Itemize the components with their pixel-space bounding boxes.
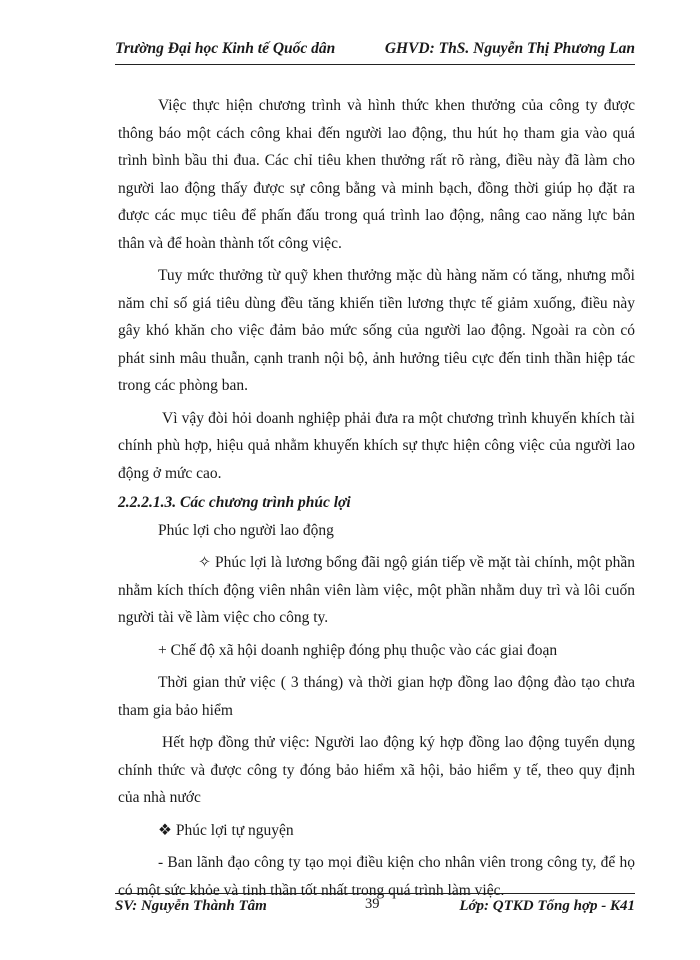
paragraph-social-insurance: + Chế độ xã hội doanh nghiệp đóng phụ thuộc vào các giai đoạn — [158, 641, 558, 659]
footer-class: Lớp: QTKD Tổng hợp - K41 — [459, 898, 635, 914]
header-school: Trường Đại học Kinh tế Quốc dân — [115, 40, 336, 57]
section-heading: 2.2.2.1.3. Các chương trình phúc lợi — [118, 494, 351, 511]
page-body — [118, 92, 635, 904]
paragraph-financial-incentive: Vì vậy đòi hỏi doanh nghiệp phải đưa ra một chương trình khuyến khích tài chính phù hợp, hiệu quả nhằm khuyến khích sự thực hiện công việc của người lao động ở mức cao. — [118, 409, 635, 482]
paragraph-probation: Thời gian thử việc ( 3 tháng) và thời gian hợp đồng lao động đào tạo chưa tham gia bảo hiểm — [118, 674, 635, 719]
page-number: 39 — [365, 896, 380, 912]
paragraph-welfare-intro: Phúc lợi cho người lao động — [158, 521, 334, 539]
welfare-definition-text: Phúc lợi là lương bổng đãi ngộ gián tiếp về mặt tài chính, một phần nhằm kích thích động viên nhân viên làm việc, một phần nhằm duy trì và lôi cuốn người tài về làm việc cho công ty. — [118, 554, 635, 626]
header-rule — [115, 64, 635, 65]
paragraph-reward-limitations: Tuy mức thưởng từ quỹ khen thưởng mặc dù hàng năm có tăng, nhưng mỗi năm chỉ số giá tiêu dùng đều tăng khiến tiền lương thực tế giảm xuống, điều này gây khó khăn cho việc đảm bảo mức sống của người lao động. Ngoài ra còn có phát sinh mâu thuẫn, cạnh tranh nội bộ, ảnh hưởng tiêu cực đến tinh thần hiệp tác trong các phòng ban. — [118, 267, 635, 394]
page-header — [115, 38, 635, 62]
paragraph-management-support: - Ban lãnh đạo công ty tạo mọi điều kiện cho nhân viên trong công ty, để họ có một sức khỏe và tinh thần tốt nhất trong quá trình làm việc. — [118, 854, 635, 899]
diamond-bullet-icon: ✧ — [198, 554, 211, 571]
paragraph-welfare-definition — [118, 549, 635, 632]
page-footer — [115, 896, 635, 920]
header-instructor: GHVD: ThS. Nguyễn Thị Phương Lan — [384, 40, 635, 57]
four-diamond-bullet-icon: ❖ — [158, 821, 172, 839]
voluntary-welfare-text: Phúc lợi tự nguyện — [175, 821, 294, 839]
footer-student: SV: Nguyễn Thành Tâm — [115, 898, 267, 914]
paragraph-official-contract: Hết hợp đồng thử việc: Người lao động ký hợp đồng lao động tuyển dụng chính thức và được công ty đóng bảo hiểm xã hội, bảo hiểm y tế, theo quy định của nhà nước — [118, 734, 635, 806]
footer-rule — [115, 893, 635, 894]
paragraph-voluntary-welfare — [118, 817, 635, 845]
paragraph-rewards-publicity: Việc thực hiện chương trình và hình thức khen thưởng của công ty được thông báo một cách công khai đến người lao động, thu hút họ tham gia vào quá trình bình bầu thi đua. Các chỉ tiêu khen thưởng rất rõ ràng, điều này đã làm cho người lao động thấy được sự công bằng và minh bạch, đồng thời giúp họ đặt ra được các mục tiêu để phấn đấu trong quá trình lao động, nâng cao năng lực bản thân và để hoàn thành tốt công việc. — [118, 97, 635, 252]
